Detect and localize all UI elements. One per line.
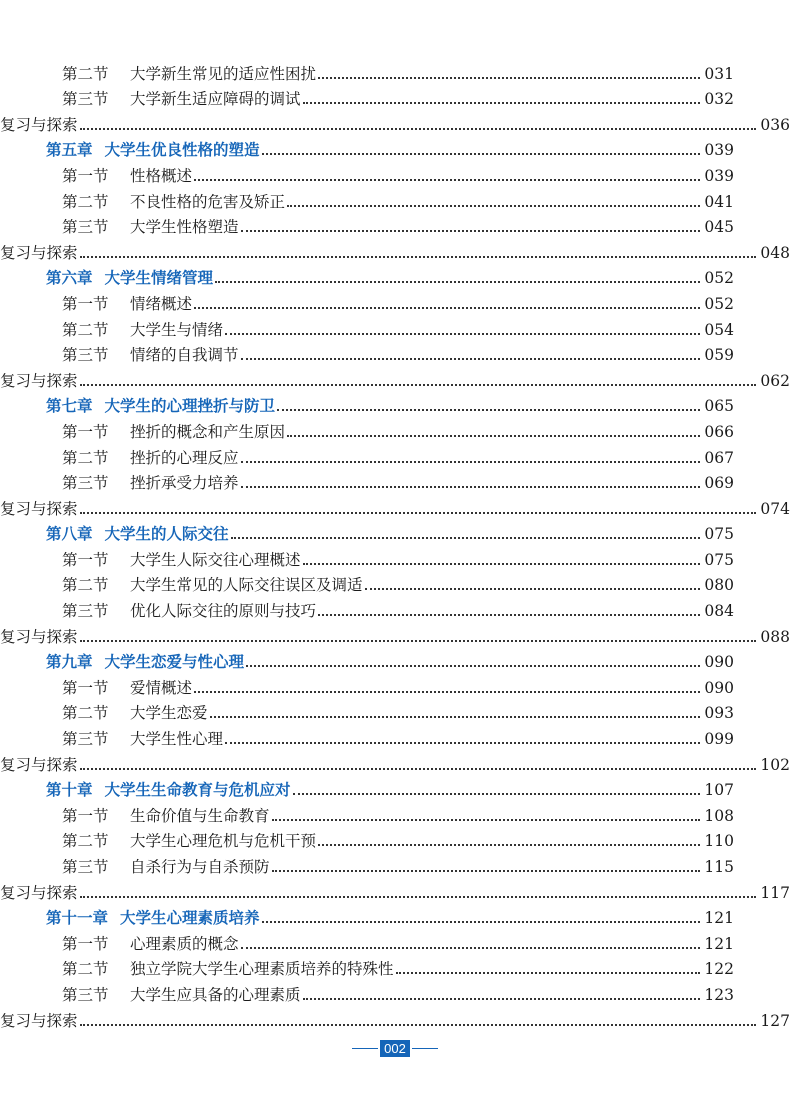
toc-review-row[interactable] xyxy=(0,109,790,135)
table-of-contents xyxy=(0,58,790,1031)
toc-entry-title: 大学新生适应障碍的调试 xyxy=(130,90,301,109)
toc-section-row[interactable] xyxy=(0,416,790,442)
toc-section-row[interactable] xyxy=(0,58,790,84)
toc-entry-title: 大学生应具备的心理素质 xyxy=(130,985,301,1004)
toc-entry-number: 第二节 xyxy=(62,832,109,851)
toc-entry-title: 大学生与情绪 xyxy=(130,320,224,339)
toc-entry-page: 032 xyxy=(704,90,734,109)
toc-chapter-row[interactable] xyxy=(0,519,790,545)
toc-entry-page: 039 xyxy=(704,141,734,160)
toc-entry-title: 大学生恋爱 xyxy=(130,704,208,723)
toc-entry-title: 大学生优良性格的塑造 xyxy=(104,140,260,160)
toc-entry-page: 090 xyxy=(704,678,734,697)
toc-entry-page: 067 xyxy=(704,448,734,467)
toc-entry-title: 挫折的概念和产生原因 xyxy=(130,422,286,441)
toc-leader-dots xyxy=(80,1023,757,1026)
toc-entry-page: 062 xyxy=(760,371,790,390)
toc-entry-page: 069 xyxy=(704,474,734,493)
toc-chapter-row[interactable] xyxy=(0,903,790,929)
toc-entry-title: 复习与探索 xyxy=(0,755,78,774)
toc-entry-number: 第二节 xyxy=(62,64,109,83)
toc-entry-number: 第九章 xyxy=(46,652,93,672)
toc-entry-title: 大学生的人际交往 xyxy=(104,524,229,544)
toc-entry-page: 041 xyxy=(704,192,734,211)
toc-section-row[interactable] xyxy=(0,851,790,877)
toc-entry-number: 第五章 xyxy=(46,140,93,160)
toc-entry-title: 爱情概述 xyxy=(130,678,193,697)
toc-entry-title: 自杀行为与自杀预防 xyxy=(130,858,270,876)
toc-leader-dots xyxy=(241,357,701,360)
toc-entry-page: 065 xyxy=(704,397,734,416)
toc-entry-title: 大学生生命教育与危机应对 xyxy=(104,780,291,800)
toc-chapter-row[interactable] xyxy=(0,391,790,417)
toc-entry-title: 大学生性格塑造 xyxy=(130,218,239,237)
toc-entry-page: 121 xyxy=(704,909,734,928)
toc-entry-page: 123 xyxy=(704,985,734,1004)
toc-section-row[interactable] xyxy=(0,672,790,698)
toc-leader-dots xyxy=(241,460,701,463)
toc-entry-page: 115 xyxy=(704,858,734,876)
toc-entry-title: 情绪概述 xyxy=(130,294,193,313)
toc-entry-page: 045 xyxy=(704,218,734,237)
toc-leader-dots xyxy=(303,562,701,565)
toc-entry-number: 第三节 xyxy=(62,602,109,621)
toc-leader-dots xyxy=(241,229,701,232)
toc-chapter-row[interactable] xyxy=(0,775,790,801)
toc-entry-number: 第二节 xyxy=(62,960,109,979)
toc-entry-number: 第一节 xyxy=(62,678,109,697)
toc-entry-number: 第一节 xyxy=(62,294,109,313)
toc-entry-number: 第二节 xyxy=(62,320,109,339)
toc-review-row[interactable] xyxy=(0,621,790,647)
toc-leader-dots xyxy=(287,434,700,437)
toc-entry-number: 第二节 xyxy=(62,192,109,211)
toc-entry-number: 第三节 xyxy=(62,218,109,237)
toc-entry-number: 第六章 xyxy=(46,268,93,288)
toc-entry-title: 大学生性心理 xyxy=(130,730,224,749)
toc-entry-number: 第一节 xyxy=(62,166,109,185)
toc-leader-dots xyxy=(80,383,757,386)
toc-entry-title: 生命价值与生命教育 xyxy=(130,806,270,825)
toc-leader-dots xyxy=(225,741,700,744)
toc-chapter-row[interactable] xyxy=(0,263,790,289)
toc-entry-number: 第一节 xyxy=(62,550,109,569)
toc-entry-title: 挫折承受力培养 xyxy=(130,474,239,493)
toc-section-row[interactable] xyxy=(0,698,790,724)
toc-entry-number: 第二节 xyxy=(62,576,109,595)
toc-section-row[interactable] xyxy=(0,800,790,826)
toc-leader-dots xyxy=(194,690,700,693)
toc-entry-page: 039 xyxy=(704,166,734,185)
toc-entry-page: 127 xyxy=(760,1011,790,1030)
toc-leader-dots xyxy=(293,792,701,795)
toc-entry-title: 复习与探索 xyxy=(0,243,78,262)
toc-entry-title: 心理素质的概念 xyxy=(130,934,239,953)
toc-entry-title: 大学生的心理挫折与防卫 xyxy=(104,396,276,416)
toc-leader-dots xyxy=(194,178,700,181)
toc-entry-title: 大学生情绪管理 xyxy=(104,268,214,288)
toc-section-row[interactable] xyxy=(0,160,790,186)
toc-entry-page: 121 xyxy=(704,934,734,953)
toc-entry-page: 090 xyxy=(704,653,734,672)
toc-section-row[interactable] xyxy=(0,954,790,980)
toc-entry-page: 036 xyxy=(760,115,790,134)
toc-leader-dots xyxy=(287,204,700,207)
toc-section-row[interactable] xyxy=(0,340,790,366)
toc-entry-number: 第一节 xyxy=(62,806,109,825)
toc-entry-page: 031 xyxy=(704,64,734,83)
toc-entry-title: 复习与探索 xyxy=(0,371,78,390)
toc-entry-number: 第三节 xyxy=(62,474,109,493)
toc-entry-title: 大学生心理危机与危机干预 xyxy=(130,832,317,851)
toc-entry-title: 复习与探索 xyxy=(0,883,78,902)
toc-entry-number: 第八章 xyxy=(46,524,93,544)
footer-rule-left xyxy=(352,1048,378,1049)
toc-leader-dots xyxy=(318,76,700,79)
toc-leader-dots xyxy=(318,613,700,616)
toc-leader-dots xyxy=(262,920,701,923)
toc-entry-page: 099 xyxy=(704,730,734,749)
toc-entry-page: 080 xyxy=(704,576,734,595)
toc-leader-dots xyxy=(396,971,701,974)
toc-section-row[interactable] xyxy=(0,928,790,954)
toc-entry-page: 075 xyxy=(704,525,734,544)
toc-entry-number: 第二节 xyxy=(62,704,109,723)
toc-entry-number: 第三节 xyxy=(62,346,109,365)
toc-leader-dots xyxy=(225,332,700,335)
toc-entry-page: 093 xyxy=(704,704,734,723)
toc-review-row[interactable] xyxy=(0,1005,790,1031)
toc-leader-dots xyxy=(241,485,701,488)
toc-review-row[interactable] xyxy=(0,493,790,519)
toc-entry-page: 107 xyxy=(704,781,734,800)
toc-chapter-row[interactable] xyxy=(0,647,790,673)
toc-leader-dots xyxy=(215,280,700,283)
toc-section-row[interactable] xyxy=(0,570,790,596)
toc-leader-dots xyxy=(272,818,701,821)
toc-leader-dots xyxy=(80,511,757,514)
toc-review-row[interactable] xyxy=(0,749,790,775)
toc-entry-number: 第十一章 xyxy=(46,908,109,928)
toc-entry-title: 复习与探索 xyxy=(0,499,78,518)
toc-entry-number: 第七章 xyxy=(46,396,93,416)
toc-leader-dots xyxy=(80,127,757,130)
toc-leader-dots xyxy=(318,843,700,846)
toc-entry-page: 074 xyxy=(760,499,790,518)
toc-entry-page: 075 xyxy=(704,550,734,569)
toc-leader-dots xyxy=(262,152,701,155)
toc-entry-page: 110 xyxy=(704,832,734,851)
toc-entry-number: 第三节 xyxy=(62,730,109,749)
toc-entry-title: 大学生常见的人际交往误区及调适 xyxy=(130,576,363,595)
toc-entry-title: 挫折的心理反应 xyxy=(130,448,239,467)
toc-leader-dots xyxy=(80,255,757,258)
toc-entry-page: 108 xyxy=(704,806,734,825)
toc-entry-title: 复习与探索 xyxy=(0,627,78,646)
toc-entry-number: 第一节 xyxy=(62,934,109,953)
toc-leader-dots xyxy=(365,587,701,590)
toc-section-row[interactable] xyxy=(0,595,790,621)
toc-entry-number: 第一节 xyxy=(62,422,109,441)
toc-entry-title: 大学生人际交往心理概述 xyxy=(130,550,301,569)
toc-section-row[interactable] xyxy=(0,826,790,852)
toc-section-row[interactable] xyxy=(0,544,790,570)
toc-entry-page: 088 xyxy=(760,627,790,646)
toc-section-row[interactable] xyxy=(0,212,790,238)
footer-rule-right xyxy=(412,1048,438,1049)
toc-leader-dots xyxy=(303,101,701,104)
toc-section-row[interactable] xyxy=(0,442,790,468)
toc-entry-page: 102 xyxy=(760,755,790,774)
toc-entry-page: 084 xyxy=(704,602,734,621)
toc-leader-dots xyxy=(210,715,701,718)
toc-section-row[interactable] xyxy=(0,314,790,340)
toc-entry-title: 不良性格的危害及矫正 xyxy=(130,192,286,211)
toc-section-row[interactable] xyxy=(0,186,790,212)
toc-section-row[interactable] xyxy=(0,84,790,110)
toc-entry-page: 052 xyxy=(704,294,734,313)
toc-leader-dots xyxy=(194,306,700,309)
toc-leader-dots xyxy=(231,536,701,539)
toc-entry-page: 117 xyxy=(760,883,790,902)
toc-leader-dots xyxy=(80,639,757,642)
toc-entry-page: 048 xyxy=(760,243,790,262)
toc-section-row[interactable] xyxy=(0,723,790,749)
toc-entry-page: 122 xyxy=(704,960,734,979)
toc-entry-number: 第三节 xyxy=(62,90,109,109)
toc-entry-page: 066 xyxy=(704,422,734,441)
page-number: 002 xyxy=(380,1040,410,1057)
toc-leader-dots xyxy=(80,895,757,898)
toc-entry-number: 第二节 xyxy=(62,448,109,467)
toc-leader-dots xyxy=(80,767,757,770)
toc-entry-title: 大学新生常见的适应性困扰 xyxy=(130,64,317,83)
toc-chapter-row[interactable] xyxy=(0,135,790,161)
toc-review-row[interactable] xyxy=(0,877,790,903)
toc-leader-dots xyxy=(246,664,700,667)
page-footer xyxy=(0,1040,790,1057)
toc-entry-number: 第十章 xyxy=(46,780,93,800)
toc-entry-title: 复习与探索 xyxy=(0,115,78,134)
toc-review-row[interactable] xyxy=(0,237,790,263)
toc-leader-dots xyxy=(303,997,701,1000)
toc-entry-number: 第三节 xyxy=(62,985,109,1004)
toc-section-row[interactable] xyxy=(0,979,790,1005)
toc-entry-title: 大学生心理素质培养 xyxy=(120,908,260,928)
toc-entry-title: 独立学院大学生心理素质培养的特殊性 xyxy=(130,960,394,979)
toc-entry-page: 052 xyxy=(704,269,734,288)
toc-section-row[interactable] xyxy=(0,288,790,314)
toc-entry-page: 054 xyxy=(704,320,734,339)
toc-leader-dots xyxy=(241,946,701,949)
toc-leader-dots xyxy=(272,869,701,872)
toc-entry-number: 第三节 xyxy=(62,858,109,876)
toc-review-row[interactable] xyxy=(0,365,790,391)
toc-entry-page: 059 xyxy=(704,346,734,365)
toc-leader-dots xyxy=(277,408,700,411)
toc-entry-title: 大学生恋爱与性心理 xyxy=(104,652,245,672)
toc-entry-title: 优化人际交往的原则与技巧 xyxy=(130,602,317,621)
toc-entry-title: 情绪的自我调节 xyxy=(130,346,239,365)
toc-entry-title: 性格概述 xyxy=(130,166,193,185)
toc-section-row[interactable] xyxy=(0,468,790,494)
toc-entry-title: 复习与探索 xyxy=(0,1011,78,1030)
